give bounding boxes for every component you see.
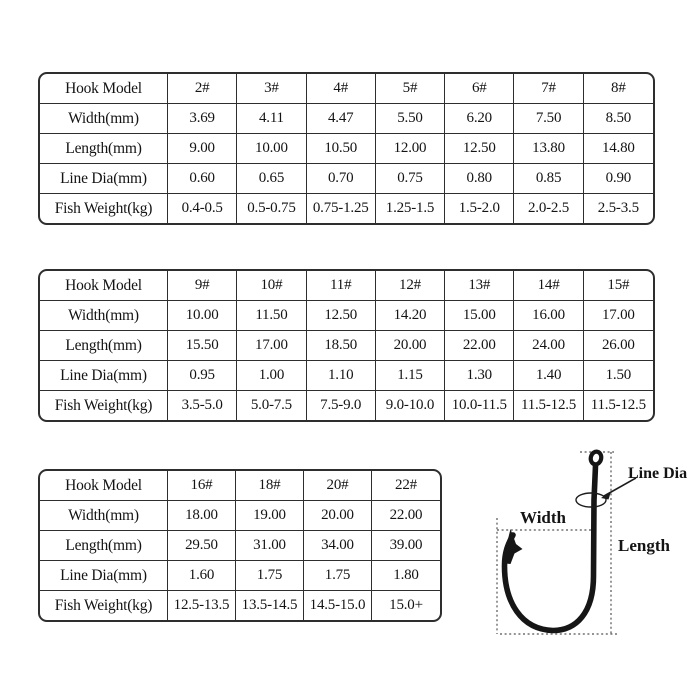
spec-cell: 1.75 — [304, 561, 372, 591]
spec-cell: 14.20 — [376, 301, 445, 331]
spec-cell: 15# — [584, 271, 653, 301]
spec-cell: 3# — [237, 74, 306, 104]
line-dia-ellipse — [576, 493, 606, 507]
hook-eye — [589, 451, 602, 466]
spec-cell: 8# — [584, 74, 653, 104]
spec-cell: 19.00 — [236, 501, 304, 531]
spec-cell: 0.70 — [307, 164, 376, 194]
spec-cell: 17.00 — [237, 331, 306, 361]
spec-cell: 3.5-5.0 — [168, 391, 237, 420]
spec-cell: 0.4-0.5 — [168, 194, 237, 223]
spec-cell: 18.00 — [168, 501, 236, 531]
table-row — [40, 361, 653, 391]
spec-cell: 11# — [307, 271, 376, 301]
table-row — [40, 331, 653, 361]
spec-cell: 0.60 — [168, 164, 237, 194]
spec-cell: 20# — [304, 471, 372, 501]
table-row — [40, 531, 440, 561]
spec-cell: 5.50 — [376, 104, 445, 134]
row-label: Hook Model — [40, 74, 168, 104]
spec-cell: 9.0-10.0 — [376, 391, 445, 420]
row-label: Line Dia(mm) — [40, 164, 168, 194]
spec-cell: 4.11 — [237, 104, 306, 134]
spec-cell: 5.0-7.5 — [237, 391, 306, 420]
spec-cell: 26.00 — [584, 331, 653, 361]
spec-cell: 1.40 — [514, 361, 583, 391]
table-row — [40, 164, 653, 194]
spec-cell: 0.85 — [514, 164, 583, 194]
table-row — [40, 591, 440, 620]
row-label: Length(mm) — [40, 531, 168, 561]
spec-cell: 0.75 — [376, 164, 445, 194]
spec-cell: 7# — [514, 74, 583, 104]
spec-cell: 20.00 — [376, 331, 445, 361]
spec-cell: 34.00 — [304, 531, 372, 561]
spec-cell: 6# — [445, 74, 514, 104]
spec-cell: 22.00 — [445, 331, 514, 361]
table-row — [40, 501, 440, 531]
hook-illustration — [502, 451, 603, 631]
spec-cell: 16# — [168, 471, 236, 501]
spec-cell: 24.00 — [514, 331, 583, 361]
spec-cell: 13# — [445, 271, 514, 301]
spec-cell: 20.00 — [304, 501, 372, 531]
spec-cell: 0.75-1.25 — [307, 194, 376, 223]
length-label: Length — [618, 536, 670, 555]
spec-cell: 12# — [376, 271, 445, 301]
spec-cell: 11.5-12.5 — [514, 391, 583, 420]
line-dia-label: Line Dia — [628, 465, 688, 482]
spec-cell: 31.00 — [236, 531, 304, 561]
spec-cell: 10.50 — [307, 134, 376, 164]
spec-cell: 9.00 — [168, 134, 237, 164]
spec-cell: 18.50 — [307, 331, 376, 361]
row-label: Line Dia(mm) — [40, 361, 168, 391]
spec-cell: 1.15 — [376, 361, 445, 391]
table-row — [40, 391, 653, 420]
table-row — [40, 271, 653, 301]
row-label: Length(mm) — [40, 134, 168, 164]
spec-cell: 3.69 — [168, 104, 237, 134]
row-label: Width(mm) — [40, 301, 168, 331]
spec-cell: 15.0+ — [389, 597, 423, 613]
spec-cell: 4.47 — [307, 104, 376, 134]
spec-cell: 0.65 — [237, 164, 306, 194]
spec-cell: 13.5-14.5 — [236, 591, 304, 620]
spec-cell: 16.00 — [514, 301, 583, 331]
spec-cell: 11.5-12.5 — [590, 397, 646, 413]
spec-cell: 1.25-1.5 — [376, 194, 445, 223]
spec-cell: 2.0-2.5 — [514, 194, 583, 223]
spec-cell: 12.00 — [376, 134, 445, 164]
spec-cell: 1.60 — [168, 561, 236, 591]
spec-cell: 7.5-9.0 — [307, 391, 376, 420]
row-label: Length(mm) — [40, 331, 168, 361]
spec-cell: 1.75 — [236, 561, 304, 591]
spec-cell: 1.80 — [372, 561, 440, 591]
spec-cell: 12.50 — [307, 301, 376, 331]
table-row — [40, 301, 653, 331]
row-label: Width(mm) — [40, 501, 168, 531]
hook-diagram — [440, 428, 693, 678]
spec-cell: 10.0-11.5 — [445, 391, 514, 420]
spec-cell: 1.30 — [445, 361, 514, 391]
spec-cell: 0.90 — [584, 164, 653, 194]
width-label: Width — [520, 508, 566, 527]
row-label: Line Dia(mm) — [40, 561, 168, 591]
spec-cell: 1.5-2.0 — [445, 194, 514, 223]
spec-cell: 18# — [236, 471, 304, 501]
spec-cell: 1.50 — [584, 361, 653, 391]
row-label: Hook Model — [40, 271, 168, 301]
spec-cell: 0.95 — [168, 361, 237, 391]
spec-cell: 7.50 — [514, 104, 583, 134]
spec-cell: 0.80 — [445, 164, 514, 194]
spec-cell: 4# — [307, 74, 376, 104]
row-label: Fish Weight(kg) — [40, 591, 168, 620]
row-label: Hook Model — [40, 471, 168, 501]
spec-cell: 2# — [168, 74, 237, 104]
row-label: Fish Weight(kg) — [40, 194, 168, 223]
spec-cell: 10.00 — [237, 134, 306, 164]
spec-cell: 14.5-15.0 — [304, 591, 372, 620]
table-row — [40, 134, 653, 164]
spec-cell: 22# — [372, 471, 440, 501]
spec-cell: 8.50 — [584, 104, 653, 134]
spec-cell: 9# — [168, 271, 237, 301]
row-label: Width(mm) — [40, 104, 168, 134]
spec-cell: 1.00 — [237, 361, 306, 391]
spec-cell: 12.5-13.5 — [168, 591, 236, 620]
spec-cell: 10.00 — [168, 301, 237, 331]
spec-cell: 10# — [237, 271, 306, 301]
spec-cell: 0.5-0.75 — [237, 194, 306, 223]
spec-cell: 1.10 — [307, 361, 376, 391]
spec-cell: 14# — [514, 271, 583, 301]
spec-cell: 14.80 — [584, 134, 653, 164]
table-row — [40, 104, 653, 134]
hook-spec-table-16-to-22 — [38, 469, 442, 622]
table-row — [40, 561, 440, 591]
spec-cell: 22.00 — [372, 501, 440, 531]
hook-spec-table-9-to-15 — [38, 269, 655, 422]
row-label: Fish Weight(kg) — [40, 391, 168, 420]
spec-cell: 17.00 — [584, 301, 653, 331]
spec-cell: 6.20 — [445, 104, 514, 134]
spec-cell: 15.00 — [445, 301, 514, 331]
table-row — [40, 471, 440, 501]
table-row — [40, 74, 653, 104]
spec-cell: 11.50 — [237, 301, 306, 331]
spec-cell: 39.00 — [372, 531, 440, 561]
table-row — [40, 194, 653, 223]
spec-cell: 5# — [376, 74, 445, 104]
spec-cell: 15.50 — [168, 331, 237, 361]
spec-cell: 29.50 — [168, 531, 236, 561]
spec-cell: 12.50 — [445, 134, 514, 164]
spec-cell: 2.5-3.5 — [597, 200, 639, 216]
spec-cell: 13.80 — [514, 134, 583, 164]
hook-spec-table-2-to-8 — [38, 72, 655, 225]
